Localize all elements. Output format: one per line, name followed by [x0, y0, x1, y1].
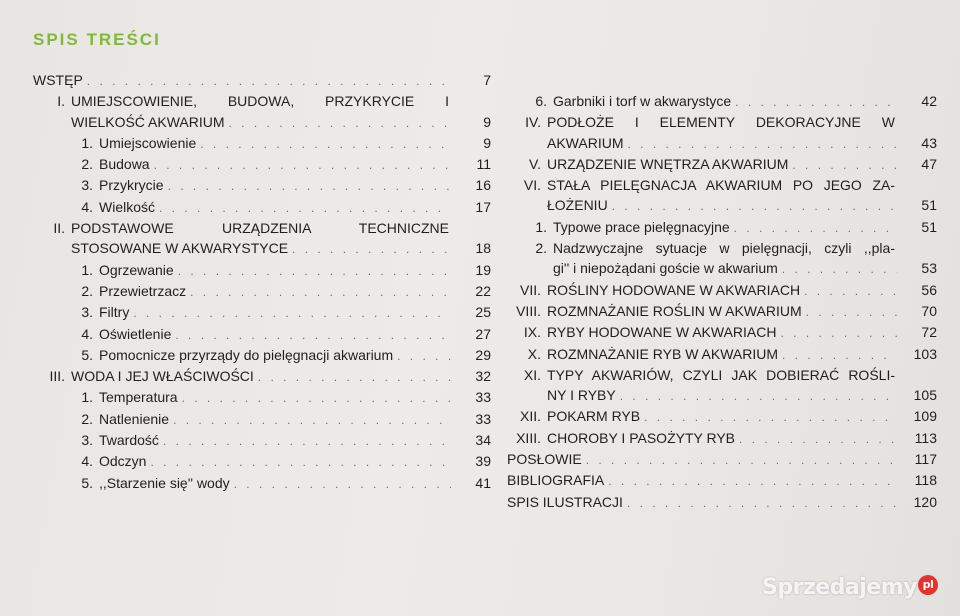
toc-entry-page: 51 — [921, 218, 937, 235]
toc-entry-title: Garbniki i torf w akwarystyce — [553, 93, 732, 109]
toc-entry-title: Oświetlenie — [99, 325, 172, 342]
leader-dots — [739, 429, 897, 449]
leader-dots — [190, 282, 451, 302]
toc-entry-page: 9 — [483, 113, 491, 130]
toc-entry-number: 2. — [81, 156, 93, 173]
toc-entry — [507, 91, 937, 112]
toc-entry-number: 6. — [535, 93, 547, 109]
toc-entry-title-continued: WIELKOŚĆ AKWARIUM — [71, 113, 225, 130]
toc-entry-title: ,,Starzenie się'' wody — [99, 474, 230, 491]
toc-entry-number: 1. — [81, 389, 93, 406]
toc-entry — [33, 197, 491, 218]
toc-entry-number: 1. — [535, 218, 547, 235]
watermark-logo — [762, 575, 938, 600]
leader-dots — [159, 198, 451, 218]
toc-entry-title: ROŚLINY HODOWANE W AKWARIACH — [547, 281, 801, 298]
toc-entry-title: Budowa — [99, 156, 150, 173]
toc-entry-number: 3. — [81, 304, 93, 321]
toc-entry-number: X. — [527, 345, 541, 362]
toc-entry-title: URZĄDZENIE WNĘTRZA AKWARIUM — [547, 155, 789, 172]
toc-entry — [507, 217, 937, 238]
toc-entry-title: Temperatura — [99, 389, 178, 406]
toc-entry-page: 105 — [913, 387, 937, 404]
toc-entry-page: 39 — [475, 453, 491, 470]
leader-dots — [627, 134, 897, 154]
toc-entry — [33, 366, 491, 387]
toc-entry-title: Pomocnicze przyrządy do pielęgnacji akwarium — [99, 346, 394, 363]
toc-entry-title: Wielkość — [99, 198, 156, 215]
leader-dots — [792, 155, 897, 175]
toc-entry-title: TYPY AKWARIÓW, CZYLI JAK DOBIERAĆ ROŚLI- — [547, 366, 895, 383]
leader-dots — [163, 431, 451, 451]
toc-entry-title: POSŁOWIE — [507, 451, 582, 468]
toc-entry — [33, 218, 491, 260]
toc-entry-page: 117 — [914, 451, 937, 468]
leader-dots — [608, 471, 897, 491]
leader-dots — [258, 367, 451, 387]
toc-entry — [507, 365, 937, 407]
toc-entry — [33, 260, 491, 281]
leader-dots — [612, 196, 897, 216]
leader-dots — [397, 346, 451, 366]
toc-entry-page: 11 — [476, 156, 491, 173]
toc-entry — [33, 387, 491, 408]
toc-entry — [507, 470, 937, 491]
leader-dots — [234, 474, 451, 494]
leader-dots — [292, 239, 451, 259]
toc-entry-page: 70 — [921, 302, 937, 319]
leader-dots — [806, 302, 897, 322]
toc-entry — [507, 175, 937, 217]
toc-entry — [33, 345, 491, 366]
watermark-text: Sprzedajemy — [762, 575, 917, 600]
leader-dots — [173, 410, 451, 430]
toc-entry-page: 32 — [475, 368, 491, 385]
toc-entry-title: BIBLIOGRAFIA — [507, 472, 605, 489]
leader-dots — [168, 176, 451, 196]
toc-entry-title: Twardość — [99, 432, 159, 449]
toc-entry-page: 118 — [914, 472, 937, 489]
leader-dots — [133, 303, 451, 323]
toc-entry — [33, 154, 491, 175]
toc-entry-number: 4. — [81, 325, 93, 342]
toc-entry-page: 113 — [914, 429, 937, 446]
toc-entry-title: WODA I JEJ WŁAŚCIWOŚCI — [71, 368, 254, 385]
toc-entry-number: IX. — [523, 324, 541, 341]
toc-entry-title: STAŁA PIELĘGNACJA AKWARIUM PO JEGO ZA- — [547, 177, 895, 194]
leader-dots — [150, 452, 451, 472]
toc-entry — [507, 301, 937, 322]
toc-entry — [33, 324, 491, 345]
toc-entry-number: XI. — [523, 366, 541, 383]
toc-entry-title: Natlenienie — [99, 410, 170, 427]
toc-column-right — [507, 91, 937, 513]
toc-entry — [507, 344, 937, 365]
toc-entry — [33, 175, 491, 196]
toc-entry-title: ROZMNAŻANIE ROŚLIN W AKWARIUM — [547, 302, 802, 319]
toc-entry-page: 25 — [475, 304, 491, 321]
toc-entry-number: VI. — [523, 177, 541, 194]
toc-entry — [507, 406, 937, 427]
toc-entry-title: Filtry — [99, 304, 130, 321]
leader-dots — [175, 325, 451, 345]
toc-entry-page: 41 — [475, 474, 491, 491]
toc-entry-number: 1. — [81, 261, 93, 278]
page-title: SPIS TREŚCI — [33, 30, 161, 49]
toc-entry-title: Odczyn — [99, 453, 147, 470]
toc-entry-number: 1. — [81, 134, 93, 151]
toc-entry — [33, 70, 491, 91]
toc-entry-title-continued: AKWARIUM — [547, 134, 624, 151]
toc-entry-page: 42 — [921, 93, 937, 109]
toc-entry-title: Przewietrzacz — [99, 282, 187, 299]
toc-entry-page: 18 — [475, 240, 491, 257]
toc-entry-page: 47 — [921, 155, 937, 172]
toc-entry-number: 5. — [81, 474, 93, 491]
toc-entry-title: PODŁOŻE I ELEMENTY DEKORACYJNE W — [547, 114, 895, 131]
toc-entry-page: 27 — [475, 325, 491, 342]
leader-dots — [627, 493, 897, 513]
toc-entry — [507, 238, 937, 280]
toc-entry-title: UMIEJSCOWIENIE, BUDOWA, PRZYKRYCIE I — [71, 93, 449, 110]
toc-entry-page: 56 — [921, 281, 937, 298]
toc-entry-title: Przykrycie — [99, 177, 164, 194]
toc-entry — [507, 280, 937, 301]
leader-dots — [178, 261, 451, 281]
toc-entry-page: 22 — [475, 282, 491, 299]
toc-entry-page: 7 — [483, 72, 491, 88]
toc-entry — [33, 473, 491, 494]
toc-entry-page: 103 — [913, 345, 937, 362]
toc-entry-title: Typowe prace pielęgnacyjne — [553, 218, 730, 235]
leader-dots — [735, 92, 897, 112]
toc-entry-page: 19 — [475, 261, 491, 278]
toc-entry-page: 9 — [483, 134, 491, 151]
toc-entry-page: 53 — [921, 260, 937, 277]
toc-entry — [33, 409, 491, 430]
leader-dots — [154, 155, 451, 175]
toc-entry-number: V. — [529, 155, 541, 172]
toc-entry-number: XII. — [519, 408, 541, 425]
toc-entry-page: 33 — [475, 389, 491, 406]
toc-entry-title: ROZMNAŻANIE RYB W AKWARIUM — [547, 345, 779, 362]
toc-entry — [33, 281, 491, 302]
toc-entry-title: POKARM RYB — [547, 408, 641, 425]
toc-entry-number: 4. — [81, 453, 93, 470]
toc-entry-number: 2. — [81, 282, 93, 299]
toc-entry — [33, 133, 491, 154]
toc-entry-number: III. — [49, 368, 65, 385]
toc-entry-title: WSTĘP — [33, 72, 83, 88]
toc-entry-page: 16 — [475, 177, 491, 194]
toc-entry-page: 17 — [475, 198, 491, 215]
toc-entry-number: XIII. — [516, 429, 541, 446]
leader-dots — [620, 386, 897, 406]
toc-column-left — [33, 70, 491, 494]
toc-entry-title: SPIS ILUSTRACJI — [507, 493, 623, 510]
toc-entry — [33, 91, 491, 133]
leader-dots — [734, 218, 897, 238]
toc-entry — [507, 322, 937, 343]
toc-entry-number: IV. — [525, 114, 541, 131]
toc-entry-number: 2. — [81, 410, 93, 427]
toc-entry — [33, 451, 491, 472]
toc-entry-page: 43 — [921, 134, 937, 151]
leader-dots — [782, 259, 897, 279]
toc-entry-number: 3. — [81, 432, 93, 449]
leader-dots — [182, 388, 451, 408]
toc-entry — [507, 112, 937, 154]
toc-entry-page: 33 — [475, 410, 491, 427]
toc-entry — [507, 449, 937, 470]
toc-entry-number: VIII. — [516, 302, 541, 319]
toc-entry-page: 51 — [921, 197, 937, 214]
leader-dots — [780, 323, 897, 343]
watermark-badge: pl — [918, 575, 938, 595]
toc-entry — [507, 428, 937, 449]
toc-entry-page: 34 — [475, 432, 491, 449]
toc-entry-number: I. — [57, 93, 65, 110]
toc-entry — [507, 492, 937, 513]
toc-entry-number: VII. — [519, 281, 541, 298]
toc-entry-number: 5. — [81, 346, 93, 363]
toc-entry-number: 4. — [81, 198, 93, 215]
toc-entry-page: 72 — [921, 324, 937, 341]
toc-entry-title: CHOROBY I PASOŻYTY RYB — [547, 429, 736, 446]
toc-entry — [33, 302, 491, 323]
toc-entry-title-continued: NY I RYBY — [547, 387, 616, 404]
toc-entry-page: 120 — [913, 493, 937, 510]
toc-entry-title: Ogrzewanie — [99, 261, 174, 278]
leader-dots — [87, 71, 451, 91]
toc-entry-title: Umiejscowienie — [99, 134, 197, 151]
toc-entry — [33, 430, 491, 451]
toc-entry-page: 109 — [913, 408, 937, 425]
toc-entry-title-continued: STOSOWANE W AKWARYSTYCE — [71, 240, 289, 257]
toc-entry-number: II. — [53, 220, 65, 237]
toc-entry-title: PODSTAWOWE URZĄDZENIA TECHNICZNE — [71, 220, 449, 237]
toc-entry-number: 3. — [81, 177, 93, 194]
toc-entry-title: RYBY HODOWANE W AKWARIACH — [547, 324, 777, 341]
toc-entry-number: 2. — [535, 240, 547, 257]
toc-entry-title-continued: gi'' i niepożądani goście w akwarium — [553, 260, 778, 277]
toc-entry-title: Nadzwyczajne sytuacje w pielęgnacji, czyli ,,pla- — [553, 240, 895, 257]
leader-dots — [644, 407, 897, 427]
leader-dots — [804, 281, 897, 301]
leader-dots — [200, 134, 451, 154]
leader-dots — [586, 450, 897, 470]
toc-entry-page: 29 — [475, 346, 491, 363]
toc-entry — [507, 154, 937, 175]
leader-dots — [782, 345, 897, 365]
leader-dots — [229, 113, 451, 133]
toc-entry-title-continued: ŁOŻENIU — [547, 197, 608, 214]
